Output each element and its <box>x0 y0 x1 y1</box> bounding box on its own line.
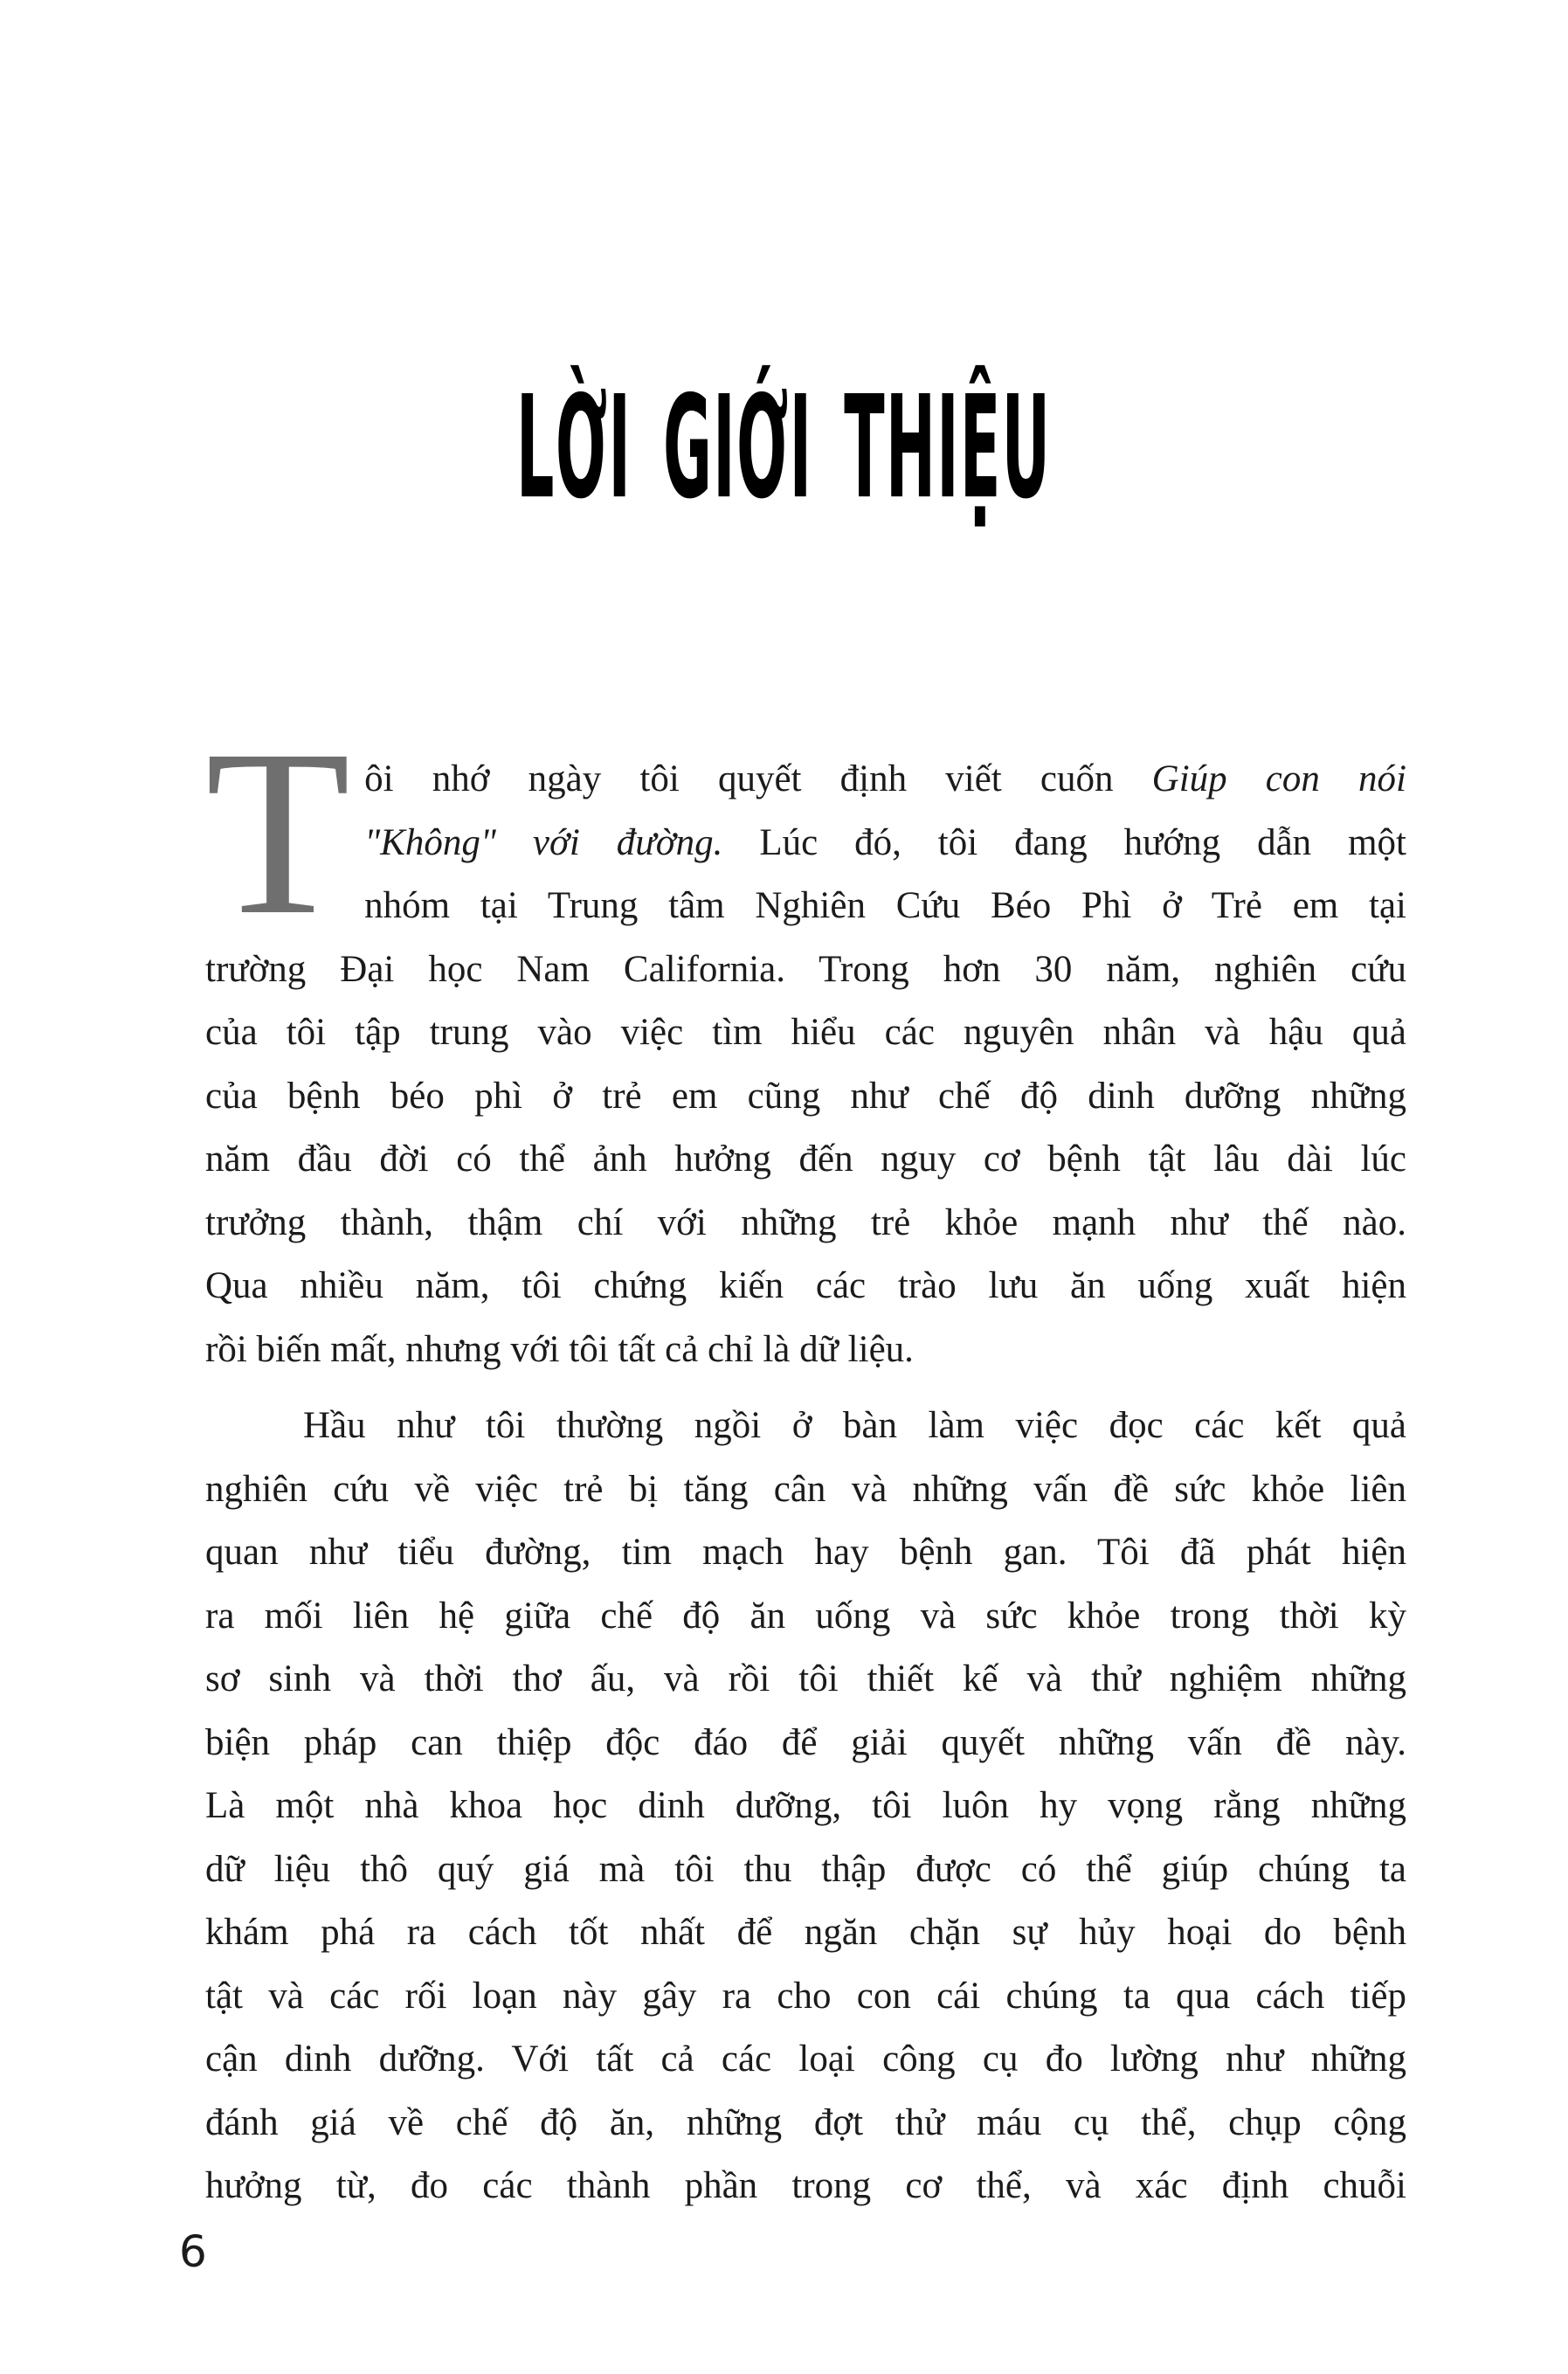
text-line <box>205 1395 1406 1458</box>
drop-cap: T <box>205 701 351 964</box>
text-line <box>205 1521 1406 1585</box>
text-segment: nhóm tại Trung tâm Nghiên Cứu Béo Phì ở Trẻ em tại <box>364 885 1406 926</box>
text-line <box>205 1775 1406 1838</box>
text-line <box>364 875 1406 938</box>
text-line <box>205 1192 1406 1256</box>
text-line <box>205 2155 1406 2218</box>
page-number: 6 <box>179 2226 207 2277</box>
text-line <box>205 1901 1406 1965</box>
text-segment: cận dinh dưỡng. Với tất cả các loại công cụ đo lường như những <box>205 2038 1406 2080</box>
italic-text-segment: "Không" với đường. <box>364 821 723 863</box>
text-segment: của bệnh béo phì ở trẻ em cũng như chế độ dinh dưỡng những <box>205 1075 1406 1117</box>
text-segment: trưởng thành, thậm chí với những trẻ khỏe mạnh như thế nào. <box>205 1201 1406 1243</box>
text-segment: rồi biến mất, nhưng với tôi tất cả chỉ là dữ liệu. <box>205 1328 914 1370</box>
text-line <box>205 1458 1406 1522</box>
text-line <box>205 1648 1406 1712</box>
text-segment: sơ sinh và thời thơ ấu, và rồi tôi thiết kế và thử nghiệm những <box>205 1658 1406 1699</box>
text-segment: Là một nhà khoa học dinh dưỡng, tôi luôn hy vọng rằng những <box>205 1785 1406 1826</box>
text-segment: dữ liệu thô quý giá mà tôi thu thập được có thể giúp chúng ta <box>205 1848 1406 1890</box>
text-segment: ôi nhớ ngày tôi quyết định viết cuốn <box>364 758 1152 799</box>
body-text-block <box>205 701 1406 2218</box>
text-line <box>205 2028 1406 2092</box>
page-title: LỜI GIỚI THIỆU <box>516 364 1052 530</box>
text-segment: Hầu như tôi thường ngồi ở bàn làm việc đọc các kết quả <box>303 1405 1406 1446</box>
text-segment: quan như tiểu đường, tim mạch hay bệnh gan. Tôi đã phát hiện <box>205 1532 1406 1573</box>
paragraph <box>205 701 1406 1381</box>
text-segment: Lúc đó, tôi đang hướng dẫn một <box>722 821 1406 863</box>
text-line <box>205 1065 1406 1129</box>
text-segment: đánh giá về chế độ ăn, những đợt thử máu cụ thể, chụp cộng <box>205 2101 1406 2143</box>
text-line <box>205 1585 1406 1649</box>
chapter-title-wrap <box>0 364 1568 543</box>
text-segment: Qua nhiều năm, tôi chứng kiến các trào lưu ăn uống xuất hiện <box>205 1265 1406 1306</box>
text-segment: tật và các rối loạn này gây ra cho con cái chúng ta qua cách tiếp <box>205 1975 1406 2017</box>
text-line <box>364 812 1406 876</box>
text-line <box>364 748 1406 812</box>
text-segment: năm đầu đời có thể ảnh hưởng đến nguy cơ bệnh tật lâu dài lúc <box>205 1139 1406 1180</box>
text-segment: hưởng từ, đo các thành phần trong cơ thể, và xác định chuỗi <box>205 2165 1406 2206</box>
text-line <box>205 1255 1406 1319</box>
text-segment: biện pháp can thiệp độc đáo để giải quyết những vấn đề này. <box>205 1721 1406 1763</box>
italic-text-segment: Giúp con nói <box>1151 758 1406 799</box>
text-line <box>205 1319 1406 1382</box>
text-segment: ra mối liên hệ giữa chế độ ăn uống và sức khỏe trong thời kỳ <box>205 1595 1406 1637</box>
text-segment: của tôi tập trung vào việc tìm hiểu các nguyên nhân và hậu quả <box>205 1012 1406 1053</box>
text-line <box>205 1001 1406 1065</box>
text-segment: khám phá ra cách tốt nhất để ngăn chặn sự hủy hoại do bệnh <box>205 1912 1406 1953</box>
text-segment: trường Đại học Nam California. Trong hơn 30 năm, nghiên cứu <box>205 948 1406 990</box>
text-line <box>205 938 1406 1002</box>
text-line <box>205 1965 1406 2029</box>
text-segment: nghiên cứu về việc trẻ bị tăng cân và những vấn đề sức khỏe liên <box>205 1468 1406 1510</box>
text-line <box>205 1838 1406 1902</box>
text-line <box>205 1712 1406 1775</box>
text-line <box>205 1128 1406 1192</box>
text-line <box>205 2092 1406 2156</box>
paragraph <box>205 1395 1406 2218</box>
